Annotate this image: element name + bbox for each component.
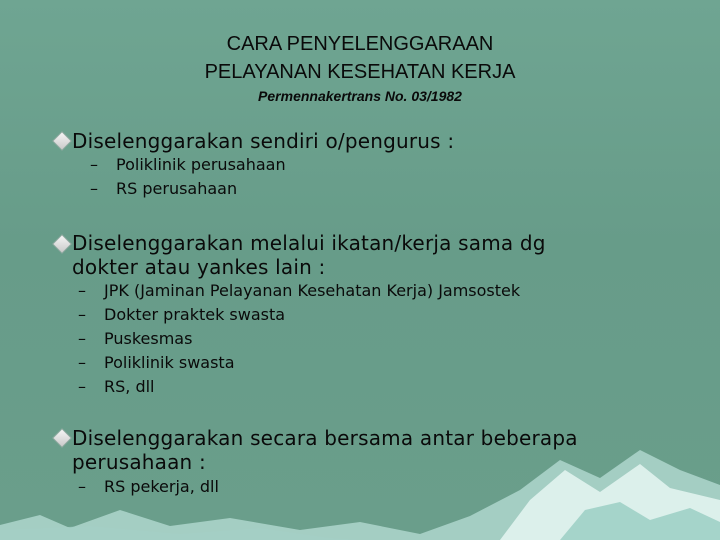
bullet-text: Diselenggarakan sendiri o/pengurus : — [72, 129, 455, 153]
sub-bullet — [90, 153, 286, 177]
bullet-text-continued: perusahaan : — [72, 450, 206, 474]
sub-bullet — [78, 303, 285, 327]
bullet-text-continued: dokter atau yankes lain : — [72, 255, 326, 279]
diamond-bullet-icon — [54, 133, 71, 150]
slide-title-line-1: CARA PENYELENGGARAAN — [226, 33, 494, 55]
dash: – — [90, 179, 98, 198]
sub-bullet-text: Dokter praktek swasta — [104, 305, 286, 324]
dash: – — [78, 329, 86, 348]
sub-bullet — [78, 279, 520, 303]
sub-bullet — [78, 351, 235, 375]
sub-bullet-text: JPK (Jaminan Pelayanan Kesehatan Kerja) Jamsostek — [104, 281, 521, 300]
sub-bullet-text: Poliklinik perusahaan — [116, 155, 286, 174]
dash: – — [78, 477, 86, 496]
dash: – — [78, 305, 86, 324]
sub-bullet — [90, 177, 237, 201]
dash: – — [78, 353, 86, 372]
sub-bullet-text: RS, dll — [104, 377, 155, 396]
dash: – — [90, 155, 98, 174]
sub-bullet — [78, 327, 192, 351]
slide-subtitle: Permennakertrans No. 03/1982 — [258, 88, 462, 104]
dash: – — [78, 377, 86, 396]
sub-bullet-text: Poliklinik swasta — [104, 353, 235, 372]
dash: – — [78, 281, 86, 300]
sub-bullet-text: RS perusahaan — [116, 179, 238, 198]
diamond-bullet-icon — [54, 236, 71, 253]
sub-bullet — [78, 375, 155, 399]
bullet-text: Diselenggarakan secara bersama antar beberapa — [72, 426, 578, 450]
sub-bullet-text: Puskesmas — [104, 329, 193, 348]
sub-bullet-text: RS pekerja, dll — [104, 477, 219, 496]
slide-title-line-2: PELAYANAN KESEHATAN KERJA — [204, 61, 516, 83]
bullet-text: Diselenggarakan melalui ikatan/kerja sama dg — [72, 231, 546, 255]
sub-bullet — [78, 475, 219, 499]
